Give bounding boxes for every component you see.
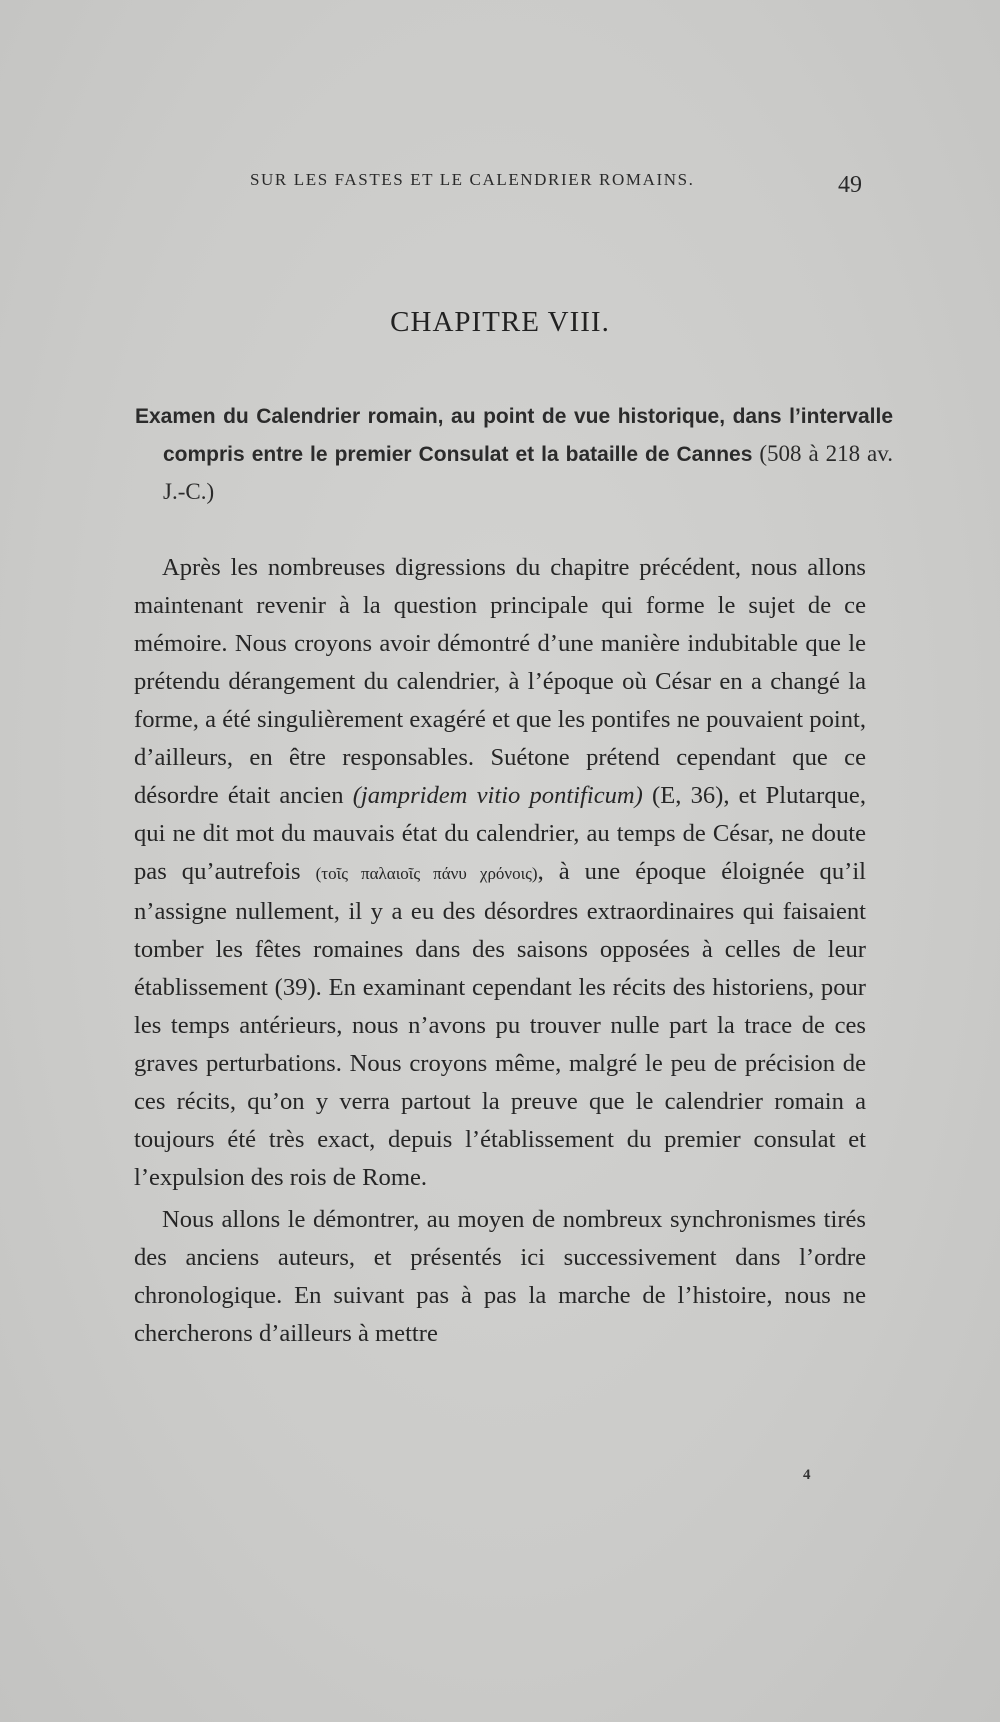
latin-quotation: (jampridem vitio pontificum): [352, 782, 643, 809]
page-number: 49: [838, 172, 862, 198]
paragraph-1-part-3: , à une époque éloignée qu’il n’assigne nullement, il y a eu des désordres extraordinaires qui faisaient tomber les fêtes romaines dans des saisons opposées à celles de leur établissement (39). En examinant cependant les récits des historiens, pour les temps antérieurs, nous n’avons pu trouver nulle part la trace de ces graves perturbations. Nous croyons même, malgré le peu de précision de ces récits, qu’on y verra partout la preuve que le calendrier romain a toujours été très exact, depuis l’établissement du premier consulat et l’expulsion des rois de Rome.: [134, 858, 866, 1191]
paragraph-2: Nous allons le démontrer, au moyen de nombreux synchronismes tirés des anciens auteurs, et présentés ici successivement dans l’ordre chronologique. En suivant pas à pas la marche de l’histoire, nous ne chercherons d’ailleurs à mettre: [134, 1206, 866, 1347]
signature-mark: 4: [803, 1467, 811, 1483]
chapter-summary: [135, 398, 893, 511]
chapter-summary-dates: (508 à 218 av. J.-C.): [163, 441, 893, 504]
paragraph-1: [134, 549, 866, 1197]
greek-quotation: (τοῖς παλαιοῖς πάνυ χρόνοις): [315, 864, 538, 883]
running-head: SUR LES FASTES ET LE CALENDRIER ROMAINS.: [250, 170, 695, 189]
body-text: [134, 549, 866, 1357]
paragraph-1-part-2: (E, 36), et Plutarque, qui ne dit mot du mauvais état du calendrier, au temps de César, ne doute pas qu’autrefois: [134, 782, 866, 885]
paragraph-1-part-1: Après les nombreuses digressions du chapitre précédent, nous allons maintenant revenir à la question principale qui forme le sujet de ce mémoire. Nous croyons avoir démontré d’une manière indubitable que le prétendu dérangement du calendrier, à l’époque où César en a changé la forme, a été singulièrement exagéré et que les pontifes ne pouvaient point, d’ailleurs, en être responsables. Suétone prétend cependant que ce désordre était ancien: [134, 554, 866, 809]
chapter-title: CHAPITRE VIII.: [390, 306, 610, 338]
chapter-summary-text: Examen du Calendrier romain, au point de vue historique, dans l’intervalle compris entre le premier Consulat et la bataille de Cannes: [135, 405, 893, 466]
